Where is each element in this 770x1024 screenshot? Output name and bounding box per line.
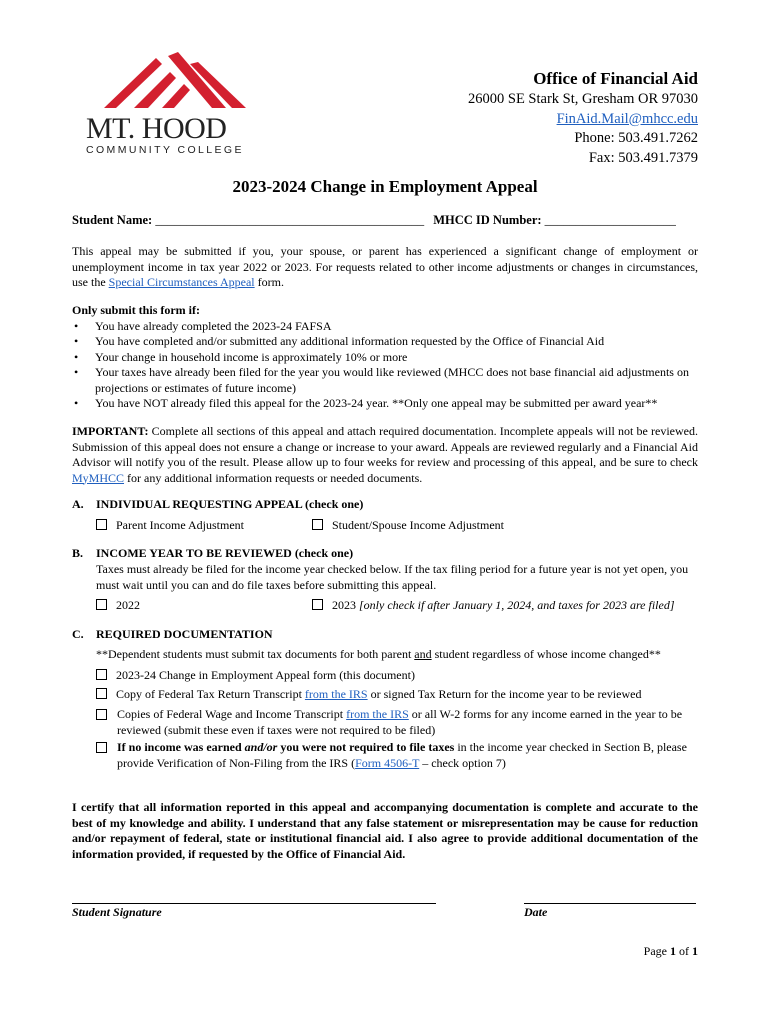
section-b-letter: B. xyxy=(72,546,84,560)
doc-text-bold-italic: and/or xyxy=(244,740,278,754)
student-income-checkbox[interactable] xyxy=(312,519,323,530)
doc-item-label xyxy=(116,687,641,701)
student-info-row xyxy=(72,213,676,229)
year-2023-checkbox[interactable] xyxy=(312,599,323,610)
doc-checkbox[interactable] xyxy=(96,709,107,720)
doc-text-bold: If no income was earned xyxy=(117,740,245,754)
section-b-description: Taxes must already be filed for the income year checked below. If the tax filing period for a future year is not yet open, you must wait until you can and do file taxes before submitting this appeal. xyxy=(96,562,689,592)
page-number xyxy=(644,944,698,960)
page-prefix: Page xyxy=(643,944,670,958)
section-a-letter: A. xyxy=(72,497,84,511)
doc-item-wage-transcript[interactable] xyxy=(96,707,700,738)
doc-text: Copy of Federal Tax Return Transcript xyxy=(116,687,305,701)
section-c-title: REQUIRED DOCUMENTATION xyxy=(96,627,273,641)
college-logo xyxy=(74,52,254,162)
parent-income-label: Parent Income Adjustment xyxy=(116,518,244,532)
note-text: **Dependent students must submit tax documents for both parent xyxy=(96,647,415,661)
office-info xyxy=(468,68,698,168)
office-email-link[interactable]: FinAid.Mail@mhcc.edu xyxy=(556,110,698,127)
section-b-title: INCOME YEAR TO BE REVIEWED (check one) xyxy=(96,546,354,560)
only-submit-heading: Only submit this form if: xyxy=(72,303,201,317)
year-2022-label: 2022 xyxy=(116,598,140,612)
doc-item-label: 2023-24 Change in Employment Appeal form (this document) xyxy=(116,668,415,682)
date-line[interactable] xyxy=(524,903,696,904)
student-signature-label: Student Signature xyxy=(72,905,162,919)
irs-tax-transcript-link[interactable]: from the IRS xyxy=(304,687,368,701)
student-income-label: Student/Spouse Income Adjustment xyxy=(332,518,504,532)
student-income-option[interactable] xyxy=(312,518,504,534)
section-c-heading xyxy=(72,627,273,643)
list-item: • You have already completed the 2023-24 FAFSA xyxy=(72,319,702,335)
logo-name: MT. HOOD xyxy=(86,112,227,145)
page-total: 1 xyxy=(692,944,698,958)
parent-income-checkbox[interactable] xyxy=(96,519,107,530)
list-item: • You have completed and/or submitted any additional information requested by the Office of Financial Aid xyxy=(72,334,702,350)
doc-checkbox[interactable] xyxy=(96,688,107,699)
year-2022-checkbox[interactable] xyxy=(96,599,107,610)
logo-subtitle: COMMUNITY COLLEGE xyxy=(86,144,244,156)
section-b-heading xyxy=(72,546,354,562)
date-label: Date xyxy=(524,905,548,919)
intro-text-end: form. xyxy=(254,275,284,289)
doc-item-non-filing[interactable] xyxy=(96,740,700,771)
section-a-heading xyxy=(72,497,364,513)
doc-text: – check option 7) xyxy=(419,755,506,770)
important-paragraph xyxy=(72,424,698,486)
mhcc-id-label: MHCC ID Number: xyxy=(433,213,542,227)
intro-paragraph xyxy=(72,244,698,291)
important-text: Complete all sections of this appeal and attach required documentation. Incomplete appeals will not be reviewed. Submission of this appeal does not ensure a change or increase to your award. Appeals are reviewed regularly and a Financial Aid Advisor will notify you of the result. Please allow up to four weeks for review and processing of this appeal, and be sure to check xyxy=(72,424,698,469)
mhcc-id-field[interactable]: _____________________ xyxy=(544,213,676,227)
important-text-end: for any additional information requests or needed documents. xyxy=(124,470,423,485)
only-submit-section xyxy=(72,303,702,412)
doc-text-bold: you were not required to file taxes xyxy=(277,740,455,754)
year-2023-note: [only check if after January 1, 2024, and taxes for 2023 are filed] xyxy=(359,598,675,612)
doc-item-label xyxy=(117,707,700,738)
intro-text: This appeal may be submitted if you, your spouse, or parent has experienced a significant change of employment or unemployment income in tax year 2022 or 2023. For requests related to other income adjustments or changes in circumstances, use the xyxy=(72,244,698,289)
note-text-end: student regardless of whose income changed** xyxy=(431,647,661,661)
doc-text: or all W-2 forms for any income earned in the year to be reviewed (submit these even if taxes were not required to be filed) xyxy=(117,707,683,737)
doc-text: in the income year checked in Section B, please provide Verification of Non-Filing from the IRS ( xyxy=(117,740,687,770)
doc-item-tax-transcript[interactable] xyxy=(96,687,641,703)
irs-wage-transcript-link[interactable]: from the IRS xyxy=(346,707,409,721)
doc-item-appeal-form[interactable] xyxy=(96,668,415,684)
office-fax: Fax: 503.491.7379 xyxy=(588,149,698,166)
section-a-title: INDIVIDUAL REQUESTING APPEAL (check one) xyxy=(96,497,364,511)
section-c-letter: C. xyxy=(72,627,84,641)
list-item: • You have NOT already filed this appeal for the 2023-24 year. **Only one appeal may be submitted per award year** xyxy=(72,396,702,412)
section-c-note xyxy=(96,647,661,663)
mymhcc-link[interactable]: MyMHCC xyxy=(72,470,125,485)
list-item: • Your change in household income is approximately 10% or more xyxy=(72,350,702,366)
special-circumstances-link[interactable]: Special Circumstances Appeal xyxy=(108,275,255,289)
doc-text: or signed Tax Return for the income year to be reviewed xyxy=(367,687,642,701)
doc-checkbox[interactable] xyxy=(96,669,107,680)
important-label: IMPORTANT: xyxy=(72,424,149,438)
office-title: Office of Financial Aid xyxy=(533,69,698,88)
page-of: of xyxy=(676,944,692,958)
form-title: 2023-2024 Change in Employment Appeal xyxy=(232,177,538,196)
parent-income-option[interactable] xyxy=(96,518,244,534)
student-signature-line[interactable] xyxy=(72,903,436,904)
year-2023-option[interactable] xyxy=(312,598,675,614)
student-name-field[interactable]: ___________________________________________ xyxy=(155,213,425,227)
student-name-label: Student Name: xyxy=(72,213,153,227)
mountain-logo-icon xyxy=(104,52,254,112)
year-2023-label: 2023 xyxy=(332,598,356,612)
doc-checkbox[interactable] xyxy=(96,742,107,753)
certification-statement: I certify that all information reported in this appeal and accompanying documentation is complete and accurate to the best of my knowledge and ability. I understand that any false statement or misrepresentation may be cause for reduction and/or repayment of federal, state or institutional financial aid. I also agree to provide additional documentation of the information provided, if requested by the Office of Financial Aid. xyxy=(72,800,698,861)
form-4506t-link[interactable]: Form 4506-T xyxy=(355,755,420,770)
year-2022-option[interactable] xyxy=(96,598,140,614)
doc-text: Copies of Federal Wage and Income Transcript xyxy=(117,707,347,721)
page-current: 1 xyxy=(670,944,676,958)
office-phone: Phone: 503.491.7262 xyxy=(574,130,698,146)
list-item: • Your taxes have already been filed for the year you would like reviewed (MHCC does not base financial aid adjustments on projections or estimates of future income) xyxy=(72,365,702,396)
note-and: and xyxy=(414,647,432,661)
office-address: 26000 SE Stark St, Gresham OR 97030 xyxy=(468,91,698,107)
doc-item-label xyxy=(117,740,700,771)
